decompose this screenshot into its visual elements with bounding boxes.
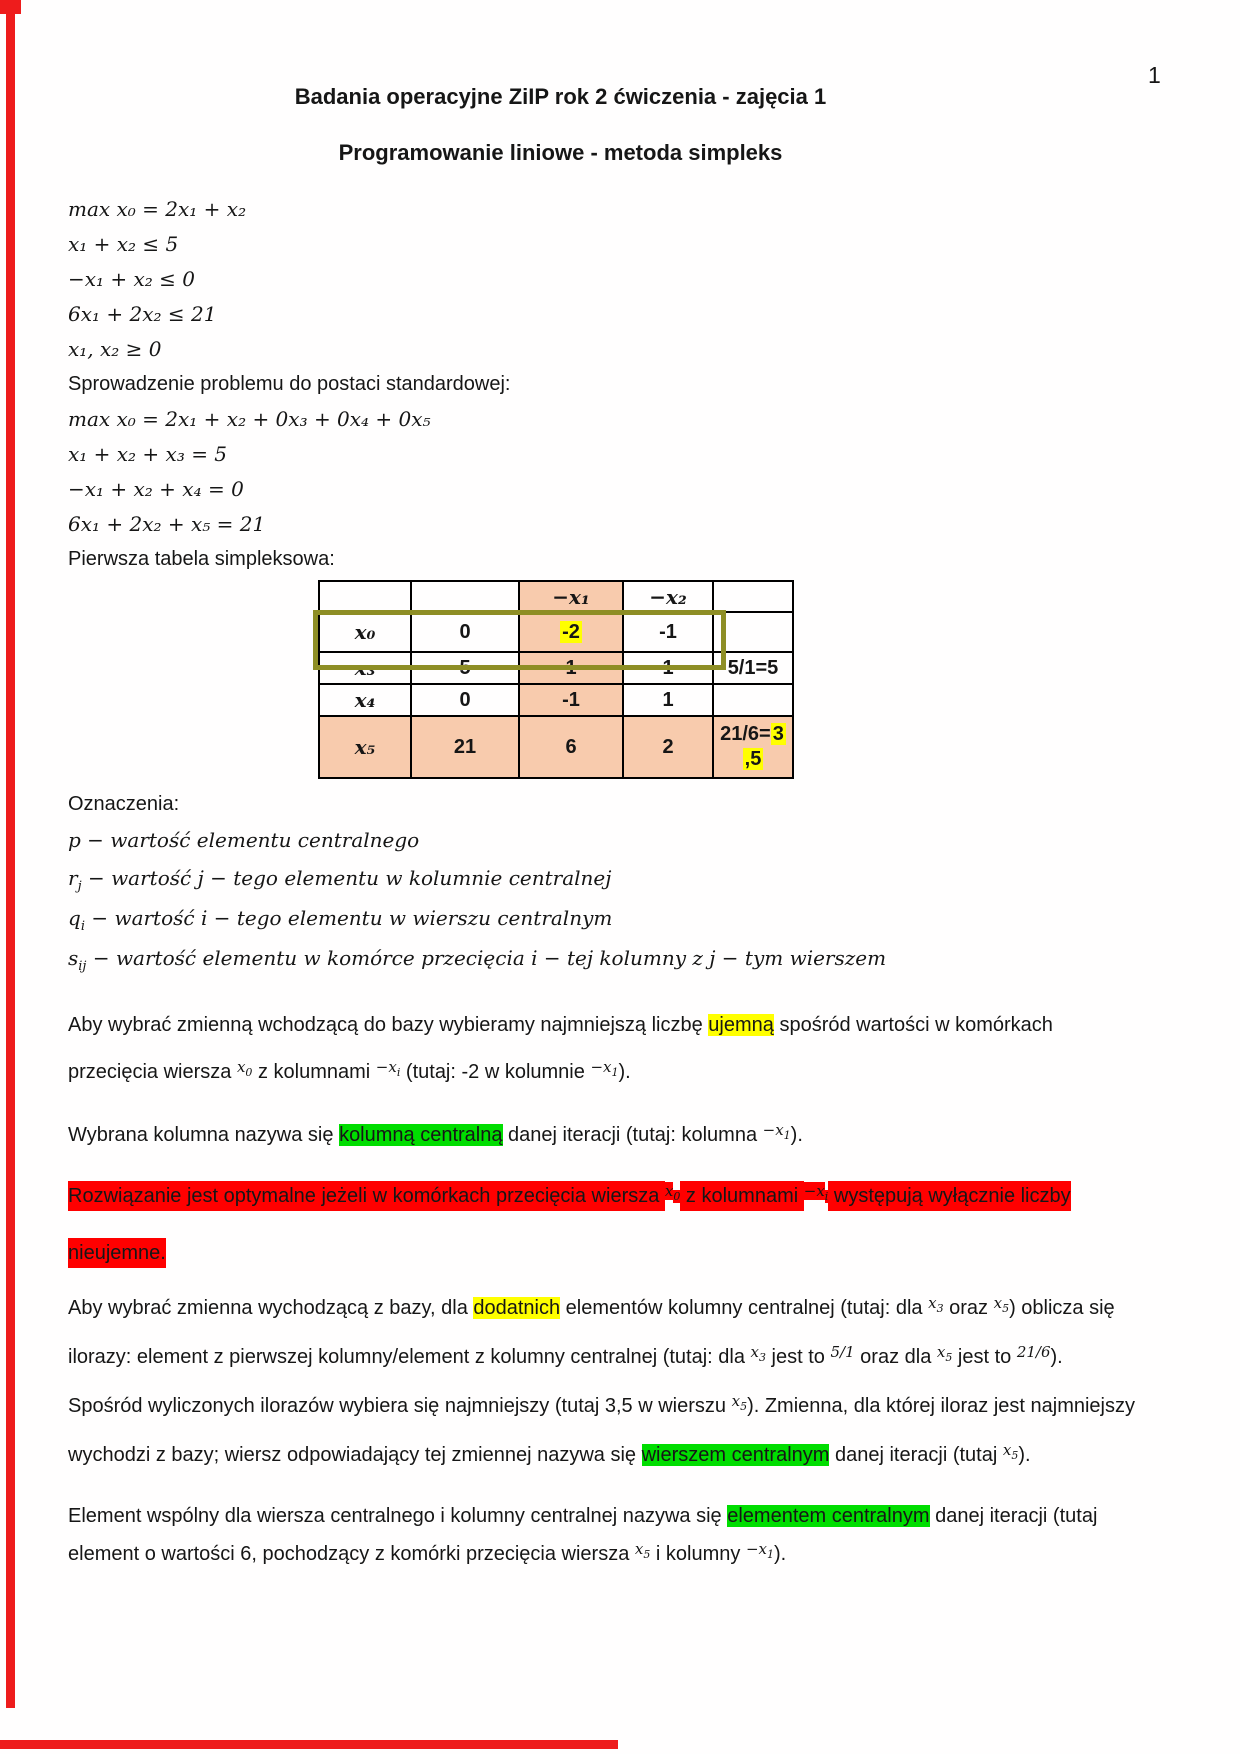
legend-item: $r_j$ − wartość j − tego elementu w kolumnie centralnej xyxy=(68,866,612,894)
legend-item: $s_{ij}$ − wartość elementu w komórce przecięcia i − tej kolumny z j − tym wierszem xyxy=(68,946,887,974)
table-cell xyxy=(713,581,793,612)
table-row-x3 xyxy=(319,652,793,684)
table-cell: -1 xyxy=(623,612,713,652)
equation-line: max x₀ = 2x₁ + x₂ xyxy=(68,197,247,221)
table-cell-pivot-col-header: −x₁ xyxy=(519,581,623,612)
table-cell: 1 xyxy=(623,684,713,716)
table-row-x0 xyxy=(319,612,793,652)
table-cell-pivot-col: -1 xyxy=(519,684,623,716)
equation-line: x₁ + x₂ ≤ 5 xyxy=(68,232,179,256)
table-cell-pivot-col: 1 xyxy=(519,652,623,684)
table-row-label: x₃ xyxy=(319,652,411,684)
standard-form-intro: Sprowadzenie problemu do postaci standardowej: xyxy=(68,373,511,395)
body-paragraph: Aby wybrać zmienną wchodzącą do bazy wybieramy najmniejszą liczbę ujemną spośród wartości w komórkach przecięcia wiersza $^x$0 z kolumnami $^{-x}$i (tutaj: -2 w kolumnie $^{-x}$1). xyxy=(68,1014,1053,1083)
equation-line: 6x₁ + 2x₂ + x₅ = 21 xyxy=(68,512,266,536)
table-cell xyxy=(319,581,411,612)
table-row-label: x₅ xyxy=(319,716,411,778)
table-cell: −x₂ xyxy=(623,581,713,612)
equation-line: max x₀ = 2x₁ + x₂ + 0x₃ + 0x₄ + 0x₅ xyxy=(68,407,431,431)
highlighted-value: ,5 xyxy=(744,748,762,770)
body-paragraph: Element wspólny dla wiersza centralnego i kolumny centralnej nazywa się elementem centralnym danej iteracji (tutaj element o wartości 6, pochodzący z komórki przecięcia wiersza $^x$5 i kolumny $^{-x}$1). xyxy=(68,1505,1098,1565)
equation-line: −x₁ + x₂ ≤ 0 xyxy=(68,267,196,291)
table-cell-ratio xyxy=(713,716,793,778)
legend-item: p − wartość elementu centralnego xyxy=(68,828,420,852)
table-cell xyxy=(411,581,519,612)
table-row-label: x₄ xyxy=(319,684,411,716)
equation-line: x₁, x₂ ≥ 0 xyxy=(68,337,162,361)
simplex-table xyxy=(318,580,792,779)
body-paragraph: Aby wybrać zmienna wychodzącą z bazy, dla dodatnich elementów kolumny centralnej (tutaj: dla $^x$3 oraz $^x$5) oblicza się ilorazy: element z pierwszej kolumny/element z kolumny centralnej (tutaj: dla $^x$3 jest to $^{5/1}$ oraz dla $^x$5 jest to $^{21/6}$). Spośród wyliczonych ilorazów wybiera się najmniejszy (tutaj 3,5 w wierszu $^x$5). Zmienna, dla której iloraz jest najmniejszy wychodzi z bazy; wiersz odpowiadający tej zmiennej nazywa się wierszem centralnym danej iteracji (tutaj $^x$5). xyxy=(68,1294,1135,1466)
table-row-x4 xyxy=(319,684,793,716)
doc-subtitle: Programowanie liniowe - metoda simpleks xyxy=(338,140,783,165)
table-cell: 21 xyxy=(411,716,519,778)
table-cell xyxy=(713,684,793,716)
table-cell-ratio: 5/1=5 xyxy=(713,652,793,684)
table-header-row xyxy=(319,581,793,612)
table-cell xyxy=(713,612,793,652)
equation-line: −x₁ + x₂ + x₄ = 0 xyxy=(68,477,244,501)
page-edge-mark-left xyxy=(6,0,15,1708)
legend-heading: Oznaczenia: xyxy=(68,793,180,815)
page-content xyxy=(68,0,1143,1576)
table-cell: 5 xyxy=(411,652,519,684)
body-paragraph: Wybrana kolumna nazywa się kolumną centralną danej iteracji (tutaj: kolumna $^{-x}$1). xyxy=(68,1121,803,1146)
body-paragraph-optimality-rule: Rozwiązanie jest optymalne jeżeli w komórkach przecięcia wiersza $^x$0 z kolumnami $^{-x}$i występują wyłącznie liczby nieujemne. xyxy=(68,1169,1140,1281)
table-cell: 1 xyxy=(623,652,713,684)
highlighted-value: -2 xyxy=(562,620,580,643)
legend-item: $q_i$ − wartość i − tego elementu w wierszu centralnym xyxy=(68,906,613,934)
ratio-prefix: 21/6= xyxy=(720,723,771,745)
equation-line: 6x₁ + 2x₂ ≤ 21 xyxy=(68,302,217,326)
page-number: 1 xyxy=(1148,62,1161,88)
problem-equations xyxy=(68,192,1143,367)
table-caption: Pierwsza tabela simpleksowa: xyxy=(68,548,335,570)
equation-line: x₁ + x₂ + x₃ = 5 xyxy=(68,442,228,466)
doc-title: Badania operacyjne ZiIP rok 2 ćwiczenia - zajęcia 1 xyxy=(294,84,827,109)
table-cell-pivot-col xyxy=(519,612,623,652)
table-row-label: x₀ xyxy=(319,612,411,652)
highlighted-value: 3 xyxy=(772,723,784,745)
table-cell-pivot-element: 6 xyxy=(519,716,623,778)
standard-form-equations xyxy=(68,402,1143,542)
table-cell: 2 xyxy=(623,716,713,778)
table-cell: 0 xyxy=(411,684,519,716)
table-row-x5-pivot-row xyxy=(319,716,793,778)
table-cell: 0 xyxy=(411,612,519,652)
page-edge-mark-bottom xyxy=(0,1740,618,1749)
